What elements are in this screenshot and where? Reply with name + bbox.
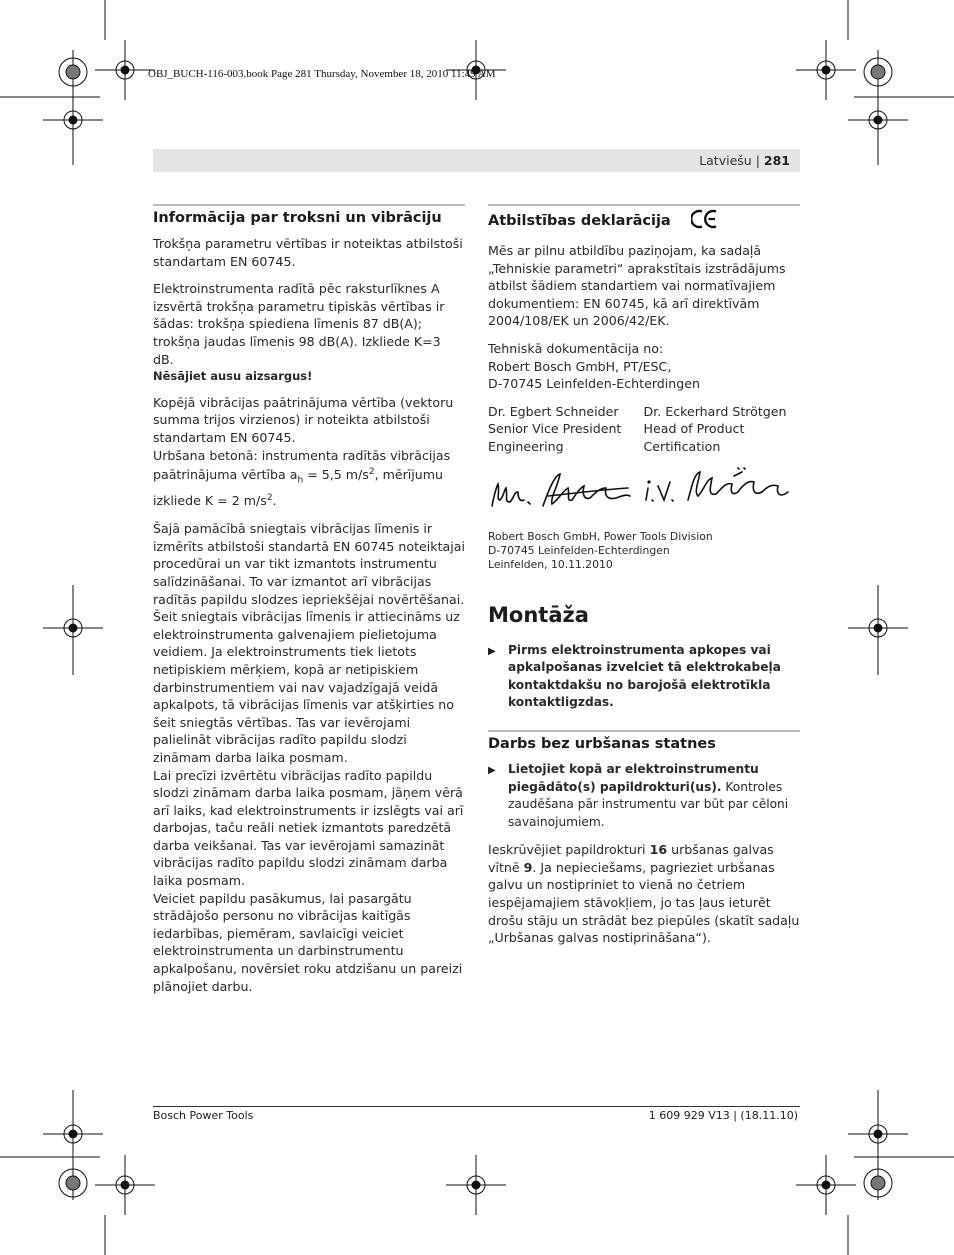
technical-documentation: Tehniskā dokumentācija no: Robert Bosch GmbH, PT/ESC, D-70745 Leinfelden-Echterdingen bbox=[488, 340, 700, 392]
declaration-text: Mēs ar pilnu atbildību paziņojam, ka sadaļā „Tehniskie parametri“ aprakstītais izstrādājums atbilst šādiem standartiem vai normatīvajiem dokumentiem: EN 60745, kā arī direktīvām 2004/108/EK un 2006/42/EK. bbox=[488, 243, 786, 329]
paragraph-vibration-evaluation: Lai precīzi izvērtētu vibrācijas radīto papildu slodzi zināmam darba laika posmam, jāņem vērā arī laiks, kad elektroinstruments ir izslēgts vai arī darbojas, taču reāli netiek izmantots paredzētā darba veikšanai. Tas var ievērojami samazināt vibrācijas radīto papildu slodzi zināmam darba laika posmam. bbox=[153, 767, 464, 889]
left-column bbox=[153, 204, 465, 995]
bullet-triangle-icon: ▶ bbox=[488, 645, 496, 657]
header-language: Latviešu bbox=[699, 153, 752, 168]
paragraph-vibration-procedure: Šajā pamācībā sniegtais vibrācijas līmenis ir izmērīts atbilstoši standartā EN 60745 noteiktajai procedūrai un var tikt izmantots instrumentu salīdzināšanai. To var izmantot arī vibrācijas radītās papildu slodzes iepriekšējai novērtēšanai. bbox=[153, 521, 465, 607]
paragraph-vibration-measures: Veiciet papildu pasākumus, lai pasargātu strādājošo personu no vibrācijas kaitīgās iedarbības, piemēram, savlaicīgi veiciet elektroinstrumenta un darbinstrumentu apkalpošanu, novērsiet roku atdzišanu un pareizi plānojiet darbu. bbox=[153, 890, 463, 994]
ce-mark-icon bbox=[691, 209, 719, 235]
footer-brand: Bosch Power Tools bbox=[153, 1109, 254, 1122]
darbs-paragraph: Ieskrūvējiet papildrokturi 16 urbšanas galvas vītnē 9. Ja nepieciešams, pagrieziet urbšanas galvu un nostipriniet to vienā no četriem iespējamajiem stāvokļiem, jo tas ļaus ieturēt drošu stāju un strādāt bez piepūles (skatīt sadaļu „Urbšanas galvas nostiprināšana“). bbox=[488, 842, 800, 946]
declaration-heading: Atbilstības deklarācija bbox=[488, 209, 800, 235]
signature-schneider-icon bbox=[488, 466, 638, 518]
paragraph-vibration-applications: Šeit sniegtais vibrācijas līmenis ir attiecināms uz elektroinstrumenta galvenajiem pielietojuma veidiem. Ja elektroinstruments tiek lietots netipiskiem mērķiem, kopā ar netipiskiem darbinstrumentiem vai nav vajadzīgajā veidā apkalpots, tā vibrācijas līmenis var atšķirties no šeit sniegtās vērtības. Tas var ievērojami palielināt vibrācijas radīto papildu slodzi zināmam darba laika posmam. bbox=[153, 609, 460, 765]
company-info: Robert Bosch GmbH, Power Tools Division D-70745 Leinfelden-Echterdingen Leinfelden, 10.11.2010 bbox=[488, 529, 713, 571]
signer-stroetgen: Dr. Eckerhard Strötgen Head of Product Certification bbox=[643, 403, 787, 454]
header-separator: | bbox=[755, 153, 760, 168]
darbs-heading: Darbs bez urbšanas statnes bbox=[488, 735, 716, 752]
footer-doc-number: 1 609 929 V13 | (18.11.10) bbox=[648, 1109, 798, 1122]
darbs-warning: ▶ Lietojiet kopā ar elektroinstrumentu piegādāto(s) papildrokturi(us). Kontroles zaudēšana pār instrumentu var būt par cēloni savainojumiem. bbox=[488, 761, 800, 831]
signers bbox=[488, 403, 800, 456]
right-column bbox=[488, 204, 800, 957]
noise-vibration-heading: Informācija par troksni un vibrāciju bbox=[153, 210, 442, 226]
page-header bbox=[699, 153, 790, 168]
section-rule bbox=[153, 204, 465, 206]
signature-stroetgen-icon bbox=[638, 466, 798, 518]
page-header-bar bbox=[153, 149, 800, 172]
bullet-triangle-icon: ▶ bbox=[488, 764, 496, 776]
print-info-line: OBJ_BUCH-116-003.book Page 281 Thursday, November 18, 2010 11:49 AM bbox=[148, 68, 496, 80]
montaza-title: Montāža bbox=[488, 602, 589, 627]
signatures bbox=[488, 466, 800, 524]
paragraph-vibration-value: Urbšana betonā: instrumenta radītās vibrācijas paātrinājuma vērtība $a_h = 5,5$ $m/s^2$, mērījumu izkliede K = 2 $m/s^2$. bbox=[153, 447, 451, 509]
signer-schneider: Dr. Egbert Schneider Senior Vice President Engineering bbox=[488, 403, 622, 454]
section-rule bbox=[488, 204, 800, 206]
paragraph-vibration-total: Kopējā vibrācijas paātrinājuma vērtība (vektoru summa trijos virzienos) ir noteikta atbilstoši standartam EN 60745. bbox=[153, 394, 454, 445]
paragraph-noise-values: Elektroinstrumenta radītā pēc raksturlīknes A izsvērtā trokšņa parametru tipiskās vērtības ir šādas: trokšņa spiediena līmenis 87 dB(A); trokšņa jaudas līmenis 98 dB(A). Izkliede K=3 dB. bbox=[153, 281, 445, 367]
montaza-warning: ▶ Pirms elektroinstrumenta apkopes vai apkalpošanas izvelciet tā elektrokabeļa kontaktdakšu no barojošā elektrotīkla kontaktligzdas. bbox=[488, 642, 800, 712]
footer-rule bbox=[153, 1106, 800, 1107]
page-number: 281 bbox=[763, 153, 790, 168]
paragraph-noise-standard: Trokšņa parametru vērtības ir noteiktas atbilstoši standartam EN 60745. bbox=[153, 236, 463, 269]
ear-protection-warning: Nēsājiet ausu aizsargus! bbox=[153, 369, 313, 384]
section-rule bbox=[488, 730, 800, 732]
